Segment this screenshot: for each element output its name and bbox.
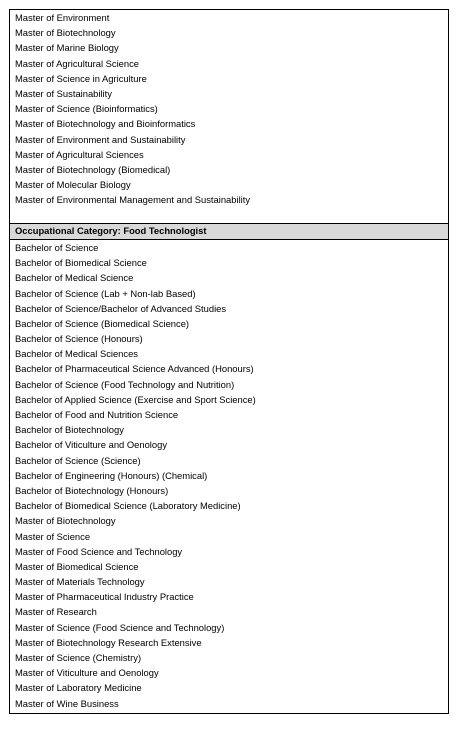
qualifications-table [9,9,449,714]
course-row: Master of Agricultural Sciences [15,148,144,160]
course-row: Master of Viticulture and Oenology [15,667,159,679]
course-row: Master of Research [15,606,97,618]
course-row: Master of Science in Agriculture [15,72,147,84]
course-row: Bachelor of Engineering (Honours) (Chemical) [15,469,208,481]
course-row: Bachelor of Science/Bachelor of Advanced Studies [15,302,227,314]
course-row: Bachelor of Biotechnology [15,424,124,436]
course-row: Master of Marine Biology [15,42,119,54]
course-row: Bachelor of Biomedical Science (Laboratory Medicine) [15,500,241,512]
course-row: Bachelor of Food and Nutrition Science [15,409,179,420]
course-row: Bachelor of Viticulture and Oenology [15,439,168,451]
course-row: Master of Materials Technology [15,576,145,588]
course-row: Bachelor of Science (Biomedical Science) [15,317,190,329]
course-row: Master of Wine Business [15,697,119,709]
course-row: Master of Environmental Management and Sustainability [15,194,251,206]
section-header-food-technologist: Occupational Category: Food Technologist [10,223,448,240]
course-row: Master of Biotechnology [15,515,116,527]
course-row: Master of Food Science and Technology [15,545,183,557]
blank-row [10,207,448,223]
course-row: Master of Science [15,530,91,542]
course-row: Bachelor of Pharmaceutical Science Advanced (Honours) [15,363,254,375]
course-row: Master of Science (Bioinformatics) [15,103,158,115]
course-row: Bachelor of Science (Food Technology and Nutrition) [15,378,235,390]
course-row: Master of Science (Chemistry) [15,652,142,663]
course-row: Master of Biotechnology (Biomedical) [15,163,171,175]
course-row: Bachelor of Biotechnology (Honours) [15,484,169,496]
course-row: Master of Sustainability [15,87,112,99]
course-row: Master of Biotechnology Research Extensive [15,636,202,648]
course-row: Master of Environment and Sustainability [15,133,186,145]
course-row: Bachelor of Applied Science (Exercise and Sport Science) [15,393,256,405]
course-row: Master of Agricultural Science [15,57,140,69]
course-row: Master of Pharmaceutical Industry Practice [15,591,194,603]
course-row: Bachelor of Medical Sciences [15,348,138,360]
course-row: Master of Biomedical Science [15,560,139,572]
course-row: Master of Environment [15,12,110,23]
course-row: Master of Molecular Biology [15,179,131,191]
course-row: Bachelor of Science [15,241,99,253]
course-row: Bachelor of Science (Lab + Non-lab Based) [15,287,196,299]
course-row: Master of Biotechnology and Bioinformatics [15,118,196,130]
top-course-list [10,10,448,207]
course-row: Master of Biotechnology [15,27,116,39]
food-technologist-course-list [10,240,448,711]
course-row: Bachelor of Medical Science [15,272,134,284]
course-row: Master of Science (Food Science and Technology) [15,621,225,633]
course-row: Bachelor of Science (Honours) [15,333,143,345]
course-row: Bachelor of Biomedical Science [15,257,147,269]
course-row: Bachelor of Science (Science) [15,454,141,466]
course-row: Master of Laboratory Medicine [15,682,142,694]
